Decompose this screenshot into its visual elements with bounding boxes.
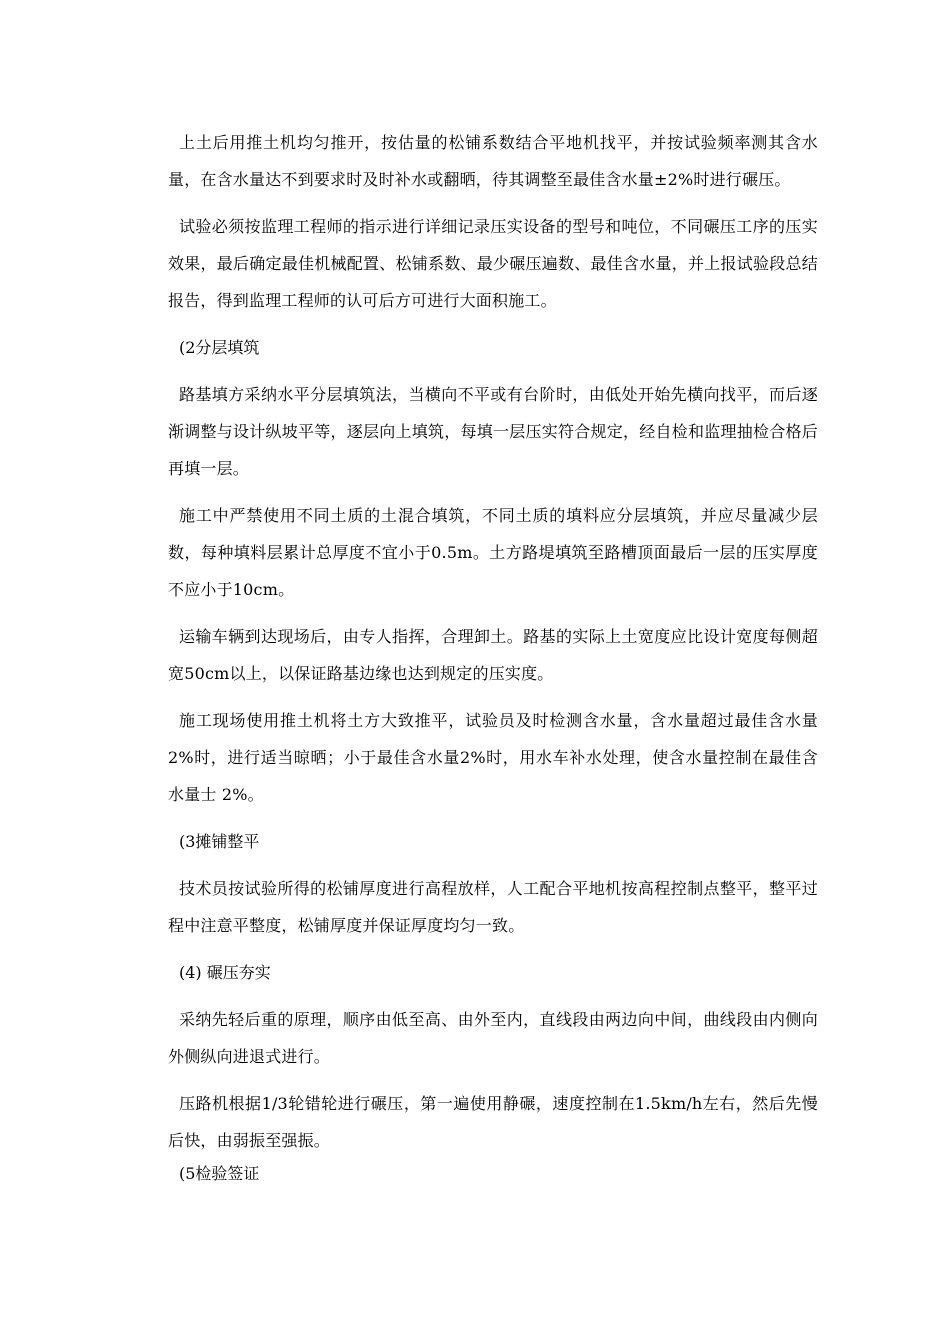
section-heading-compaction: (4) 碾压夯实 (179, 963, 271, 982)
section-heading-spreading-leveling: (3摊铺整平 (179, 832, 260, 851)
paragraph-compaction-order: 采纳先轻后重的原理，顺序由低至高、由外至内，直线段由两边向中间，曲线段由内侧向外侧纵向进退式进行。 (168, 1010, 818, 1066)
paragraph-moisture-control: 施工现场使用推土机将土方大致推平，试验员及时检测含水量，含水量超过最佳含水量2%时，进行适当晾晒；小于最佳含水量2%时，用水车补水处理，使含水量控制在最佳含水量士 2%。 (168, 711, 818, 804)
paragraph-horizontal-layering: 路基填方采纳水平分层填筑法，当横向不平或有台阶时，由低处开始先横向找平，而后逐渐调整与设计纵坡平等，逐层向上填筑，每填一层压实符合规定，经自检和监理抽检合格后再填一层。 (168, 385, 818, 478)
paragraph-test-section: 试验必须按监理工程师的指示进行详细记录压实设备的型号和吨位，不同碾压工序的压实效果，最后确定最佳机械配置、松铺系数、最少碾压遍数、最佳含水量，并上报试验段总结报告，得到监理工程师的认可后方可进行大面积施工。 (168, 217, 818, 310)
document-body (168, 124, 818, 1202)
paragraph-soil-types: 施工中严禁使用不同土质的土混合填筑，不同土质的填料应分层填筑，并应尽量减少层数，每种填料层累计总厚度不宜小于0.5m。土方路堤填筑至路槽顶面最后一层的压实厚度不应小于10cm。 (168, 506, 818, 599)
paragraph-roller-operation: 压路机根据1/3轮错轮进行碾压，第一遍使用静碾，速度控制在1.5km/h左右，然后先慢后快，由弱振至强振。 (168, 1094, 818, 1150)
paragraph-transport-vehicles: 运输车辆到达现场后，由专人指挥，合理卸土。路基的实际上土宽度应比设计宽度每侧超宽50cm以上，以保证路基边缘也达到规定的压实度。 (168, 627, 818, 683)
section-heading-inspection: (5检验签证 (179, 1164, 260, 1183)
paragraph-elevation-staking: 技术员按试验所得的松铺厚度进行高程放样，人工配合平地机按高程控制点整平，整平过程中注意平整度，松铺厚度并保证厚度均匀一致。 (168, 879, 818, 935)
section-heading-layered-filling: (2分层填筑 (179, 338, 260, 357)
paragraph-loosening-leveling: 上土后用推土机均匀推开，按估量的松铺系数结合平地机找平，并按试验频率测其含水量，在含水量达不到要求时及时补水或翻晒，待其调整至最佳含水量±2%时进行碾压。 (168, 133, 818, 189)
